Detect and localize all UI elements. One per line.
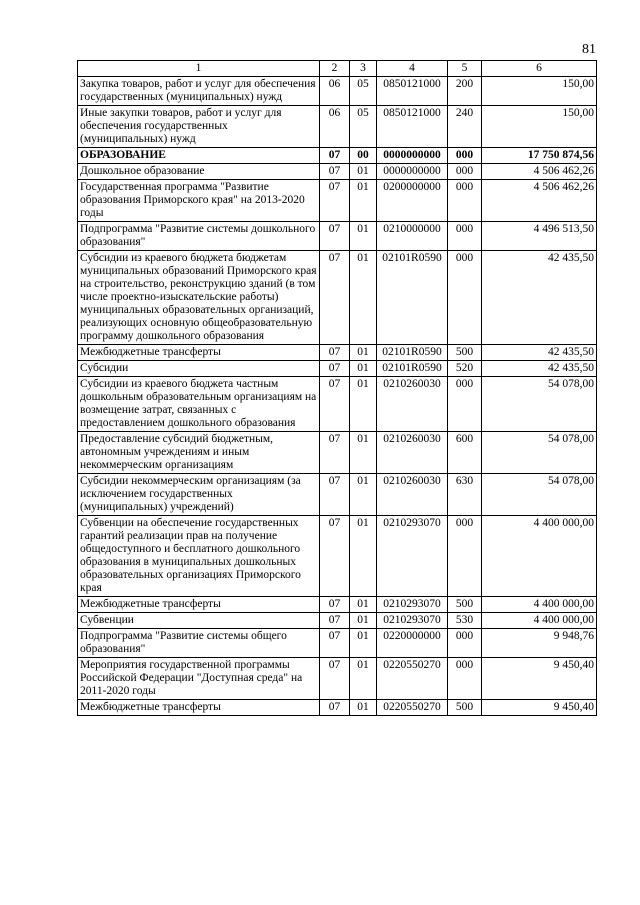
amount-cell: 54 078,00 xyxy=(482,474,597,516)
section-code-cell: 07 xyxy=(320,251,350,345)
row-name-cell: Закупка товаров, работ и услуг для обеспечения государственных (муниципальных) нужд xyxy=(78,77,320,106)
expense-type-code-cell: 000 xyxy=(448,377,482,432)
section-code-cell: 07 xyxy=(320,222,350,251)
target-item-code-cell: 0220000000 xyxy=(377,629,448,658)
header-row xyxy=(78,61,597,77)
section-code-cell: 07 xyxy=(320,658,350,700)
table-row xyxy=(78,516,597,597)
amount-cell: 42 435,50 xyxy=(482,345,597,361)
table-row xyxy=(78,180,597,222)
amount-cell: 4 400 000,00 xyxy=(482,613,597,629)
budget-table xyxy=(77,60,597,716)
target-item-code-cell: 0210260030 xyxy=(377,377,448,432)
row-name-cell: Предоставление субсидий бюджетным, автономным учреждениям и иным некоммерческим организациям xyxy=(78,432,320,474)
section-code-cell: 07 xyxy=(320,700,350,716)
header-cell: 1 xyxy=(78,61,320,77)
target-item-code-cell: 0210000000 xyxy=(377,222,448,251)
table-row xyxy=(78,106,597,148)
subsection-code-cell: 01 xyxy=(350,629,377,658)
row-name-cell: Иные закупки товаров, работ и услуг для обеспечения государственных (муниципальных) нужд xyxy=(78,106,320,148)
amount-cell: 54 078,00 xyxy=(482,432,597,474)
target-item-code-cell: 0210293070 xyxy=(377,516,448,597)
row-name-cell: Межбюджетные трансферты xyxy=(78,345,320,361)
subsection-code-cell: 01 xyxy=(350,658,377,700)
expense-type-code-cell: 500 xyxy=(448,700,482,716)
amount-cell: 42 435,50 xyxy=(482,251,597,345)
target-item-code-cell: 02101R0590 xyxy=(377,361,448,377)
table-row xyxy=(78,377,597,432)
amount-cell: 4 496 513,50 xyxy=(482,222,597,251)
subsection-code-cell: 01 xyxy=(350,597,377,613)
expense-type-code-cell: 000 xyxy=(448,516,482,597)
target-item-code-cell: 0220550270 xyxy=(377,700,448,716)
section-code-cell: 07 xyxy=(320,629,350,658)
subsection-code-cell: 01 xyxy=(350,345,377,361)
target-item-code-cell: 02101R0590 xyxy=(377,345,448,361)
amount-cell: 4 506 462,26 xyxy=(482,164,597,180)
row-name-cell: Субсидии xyxy=(78,361,320,377)
expense-type-code-cell: 000 xyxy=(448,164,482,180)
amount-cell: 17 750 874,56 xyxy=(482,148,597,164)
row-name-cell: Подпрограмма "Развитие системы дошкольного образования" xyxy=(78,222,320,251)
amount-cell: 4 506 462,26 xyxy=(482,180,597,222)
subsection-code-cell: 00 xyxy=(350,148,377,164)
target-item-code-cell: 0210260030 xyxy=(377,432,448,474)
row-name-cell: Подпрограмма "Развитие системы общего образования" xyxy=(78,629,320,658)
row-name-cell: Субсидии из краевого бюджета частным дошкольным образовательным организациям на возмещение затрат, связанных с предоставлением дошкольного образования xyxy=(78,377,320,432)
amount-cell: 54 078,00 xyxy=(482,377,597,432)
section-code-cell: 07 xyxy=(320,164,350,180)
table-body xyxy=(78,77,597,716)
target-item-code-cell: 0850121000 xyxy=(377,77,448,106)
subsection-code-cell: 01 xyxy=(350,251,377,345)
row-name-cell: Дошкольное образование xyxy=(78,164,320,180)
table-row xyxy=(78,77,597,106)
row-name-cell: Субсидии некоммерческим организациям (за исключением государственных (муниципальных) учреждений) xyxy=(78,474,320,516)
subsection-code-cell: 01 xyxy=(350,164,377,180)
section-code-cell: 06 xyxy=(320,77,350,106)
target-item-code-cell: 0210293070 xyxy=(377,613,448,629)
expense-type-code-cell: 000 xyxy=(448,148,482,164)
subsection-code-cell: 01 xyxy=(350,361,377,377)
table-row xyxy=(78,361,597,377)
subsection-code-cell: 01 xyxy=(350,377,377,432)
expense-type-code-cell: 500 xyxy=(448,597,482,613)
target-item-code-cell: 0210293070 xyxy=(377,597,448,613)
expense-type-code-cell: 500 xyxy=(448,345,482,361)
table-row xyxy=(78,597,597,613)
subsection-code-cell: 01 xyxy=(350,613,377,629)
expense-type-code-cell: 000 xyxy=(448,658,482,700)
table-row xyxy=(78,164,597,180)
section-code-cell: 07 xyxy=(320,597,350,613)
section-code-cell: 07 xyxy=(320,474,350,516)
amount-cell: 9 948,76 xyxy=(482,629,597,658)
subsection-code-cell: 01 xyxy=(350,180,377,222)
section-code-cell: 07 xyxy=(320,345,350,361)
subsection-code-cell: 05 xyxy=(350,106,377,148)
table-row xyxy=(78,222,597,251)
row-name-cell: ОБРАЗОВАНИЕ xyxy=(78,148,320,164)
subsection-code-cell: 01 xyxy=(350,222,377,251)
table-row xyxy=(78,658,597,700)
table-row xyxy=(78,474,597,516)
amount-cell: 150,00 xyxy=(482,77,597,106)
table-row xyxy=(78,251,597,345)
target-item-code-cell: 0000000000 xyxy=(377,164,448,180)
header-cell: 2 xyxy=(320,61,350,77)
subsection-code-cell: 01 xyxy=(350,516,377,597)
row-name-cell: Субсидии из краевого бюджета бюджетам муниципальных образований Приморского края на строительство, реконструкцию зданий (в том числе проектно-изыскательские работы) муниципальных образовательных организаций, реализующих основную общеобразовательную программу дошкольного образования xyxy=(78,251,320,345)
expense-type-code-cell: 240 xyxy=(448,106,482,148)
expense-type-code-cell: 630 xyxy=(448,474,482,516)
header-cell: 4 xyxy=(377,61,448,77)
target-item-code-cell: 0200000000 xyxy=(377,180,448,222)
row-name-cell: Межбюджетные трансферты xyxy=(78,597,320,613)
section-code-cell: 07 xyxy=(320,432,350,474)
section-code-cell: 07 xyxy=(320,613,350,629)
section-code-cell: 07 xyxy=(320,361,350,377)
subsection-code-cell: 05 xyxy=(350,77,377,106)
expense-type-code-cell: 530 xyxy=(448,613,482,629)
expense-type-code-cell: 000 xyxy=(448,180,482,222)
amount-cell: 42 435,50 xyxy=(482,361,597,377)
table-row xyxy=(78,629,597,658)
section-code-cell: 07 xyxy=(320,148,350,164)
expense-type-code-cell: 200 xyxy=(448,77,482,106)
section-code-cell: 06 xyxy=(320,106,350,148)
expense-type-code-cell: 000 xyxy=(448,251,482,345)
table-row xyxy=(78,345,597,361)
target-item-code-cell: 02101R0590 xyxy=(377,251,448,345)
page-number: 81 xyxy=(582,42,596,57)
expense-type-code-cell: 520 xyxy=(448,361,482,377)
expense-type-code-cell: 600 xyxy=(448,432,482,474)
amount-cell: 9 450,40 xyxy=(482,700,597,716)
table-row xyxy=(78,700,597,716)
row-name-cell: Мероприятия государственной программы Российской Федерации "Доступная среда" на 2011-2020 годы xyxy=(78,658,320,700)
table-row xyxy=(78,613,597,629)
header-cell: 3 xyxy=(350,61,377,77)
target-item-code-cell: 0210260030 xyxy=(377,474,448,516)
expense-type-code-cell: 000 xyxy=(448,629,482,658)
section-code-cell: 07 xyxy=(320,516,350,597)
section-code-cell: 07 xyxy=(320,377,350,432)
amount-cell: 4 400 000,00 xyxy=(482,597,597,613)
table-row xyxy=(78,432,597,474)
row-name-cell: Субвенции xyxy=(78,613,320,629)
subsection-code-cell: 01 xyxy=(350,474,377,516)
expense-type-code-cell: 000 xyxy=(448,222,482,251)
row-name-cell: Субвенции на обеспечение государственных гарантий реализации прав на получение общедоступного и бесплатного дошкольного образования в муниципальных дошкольных образовательных организациях Приморского края xyxy=(78,516,320,597)
subsection-code-cell: 01 xyxy=(350,700,377,716)
amount-cell: 9 450,40 xyxy=(482,658,597,700)
amount-cell: 150,00 xyxy=(482,106,597,148)
row-name-cell: Межбюджетные трансферты xyxy=(78,700,320,716)
header-cell: 5 xyxy=(448,61,482,77)
header-cell: 6 xyxy=(482,61,597,77)
subsection-code-cell: 01 xyxy=(350,432,377,474)
row-name-cell: Государственная программа "Развитие образования Приморского края" на 2013-2020 годы xyxy=(78,180,320,222)
target-item-code-cell: 0220550270 xyxy=(377,658,448,700)
target-item-code-cell: 0000000000 xyxy=(377,148,448,164)
table-row xyxy=(78,148,597,164)
amount-cell: 4 400 000,00 xyxy=(482,516,597,597)
section-code-cell: 07 xyxy=(320,180,350,222)
target-item-code-cell: 0850121000 xyxy=(377,106,448,148)
